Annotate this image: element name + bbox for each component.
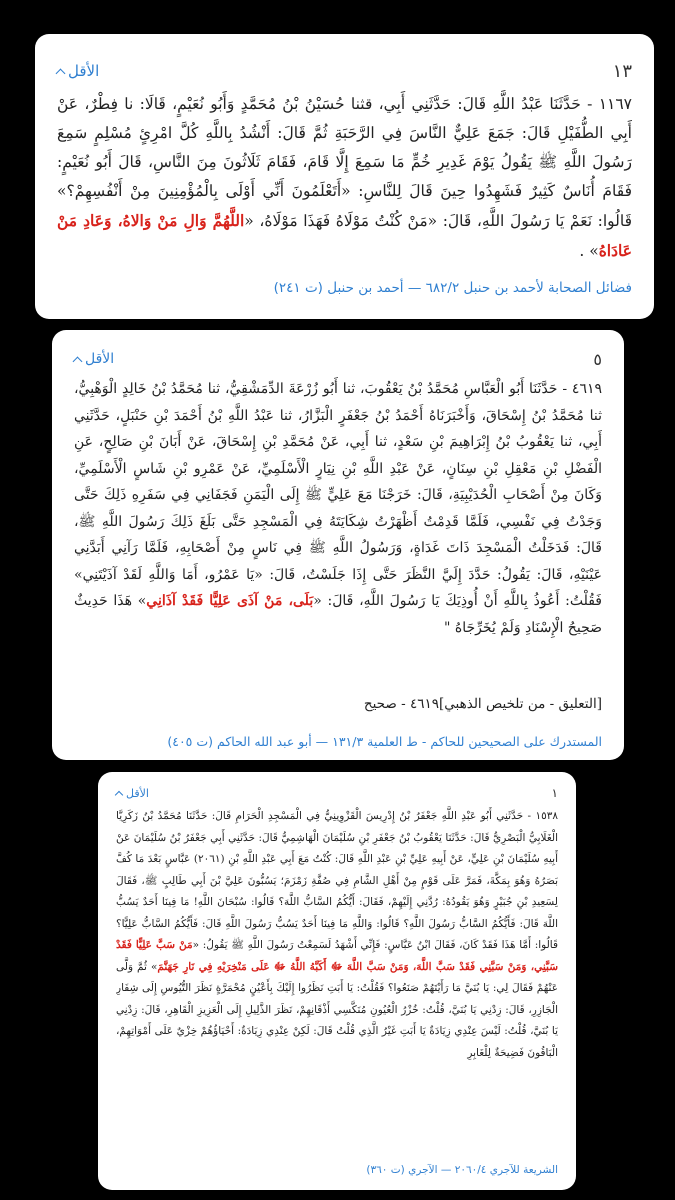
- commentary-note: [التعليق - من تلخيص الذهبي]٤٦١٩ - صحيح: [363, 696, 602, 712]
- hadith-card-3: [98, 772, 576, 1190]
- card-header: [57, 56, 632, 86]
- hadith-card-1: [35, 34, 654, 319]
- source-link[interactable]: فضائل الصحابة لأحمد بن حنبل ٦٨٢/٢ — أحمد بن حنبل (ت ٢٤١): [273, 280, 632, 296]
- hadith-text-part: ٤٦١٩ - حَدَّثَنَا أَبُو الْعَبَّاسِ مُحَمَّدُ بْنُ يَعْقُوبَ، ثنا أَبُو زُرْعَةَ الدِّمَشْقِيُّ، ثنا مُحَمَّدُ بْنُ خَالِدٍ الْوَهْبِيُّ، ثنا مُحَمَّدُ بْنُ إِسْحَاقَ، وَأَخْبَرَنَاهُ أَحْمَدُ بْنُ جَعْفَرٍ الْبَزَّارُ، ثنا عَبْدُ اللَّهِ بْنُ أَحْمَدَ بْنِ حَنْبَلٍ، حَدَّثَنِي أَبِي، ثنا يَعْقُوبُ بْنُ إِبْرَاهِيمَ بْنِ سَعْدٍ، ثنا أَبِي، عَنْ مُحَمَّدِ بْنِ إِسْحَاقَ، عَنْ أَبَانَ بْنِ صَالِحٍ، عَنِ الْفَضْلِ بْنِ مَعْقِلِ بْنِ سِنَانٍ، عَنْ عَبْدِ اللَّهِ بْنِ نِيَارٍ الْأَسْلَمِيِّ، عَنْ عَمْرِو بْنِ شَاسٍ الْأَسْلَمِيِّ، وَكَانَ مِنْ أَصْحَابِ الْحُدَيْبِيَةِ، قَالَ: خَرَجْنَا مَعَ عَلِيٍّ ﷺ إِلَى الْيَمَنِ فَجَفَانِي فِي سَفَرِهِ ذَلِكَ حَتَّى وَجَدْتُ فِي نَفْسِي، فَلَمَّا قَدِمْتُ أَظْهَرْتُ شِكَايَتَهُ فِي الْمَسْجِدِ حَتَّى بَلَغَ ذَلِكَ رَسُولَ اللَّهِ ﷺ، قَالَ: فَدَخَلْتُ الْمَسْجِدَ ذَاتَ غَدَاةٍ، وَرَسُولُ اللَّهِ ﷺ فِي نَاسٍ مِنْ أَصْحَابِهِ، فَلَمَّا رَآنِي أَبَدَّنِي عَيْنَيْهِ، قَالَ: يَقُولُ: حَدَّدَ إِلَيَّ النَّظَرَ حَتَّى إِذَا جَلَسْتُ، قَالَ: «يَا عَمْرُو، أَمَا وَاللَّهِ لَقَدْ آذَيْتَنِي» فَقُلْتُ: أَعُوذُ بِاللَّهِ أَنْ أُوذِيَكَ يَا رَسُولَ اللَّهِ، قَالَ: «: [74, 381, 602, 609]
- hadith-text: [74, 376, 602, 694]
- source-link[interactable]: الشريعة للآجري ٢٠٦٠/٤ — الآجري (ت ٣٦٠): [366, 1164, 558, 1176]
- collapse-label: الأقل: [68, 62, 100, 80]
- result-number: ٥: [593, 349, 602, 369]
- hadith-card-2: [52, 330, 624, 760]
- source-link[interactable]: المستدرك على الصحيحين للحاكم - ط العلمية ١٣١/٣ — أبو عبد الله الحاكم (ت ٤٠٥): [167, 734, 602, 749]
- chevron-up-icon: [115, 791, 123, 799]
- highlighted-text: بَلَى، مَنْ آذَى عَلِيًّا فَقَدْ آذَانِي: [146, 593, 314, 609]
- collapse-label: الأقل: [85, 351, 115, 367]
- highlighted-text: مَنْ سَبَّ عَلِيًّا فَقَدْ سَبَّنِي، وَمَنْ سَبَّنِي فَقَدْ سَبَّ اللَّهَ، وَمَنْ سَبَّ اللَّهَ ﷻ أَكَبَّهُ اللَّهُ ﷻ عَلَى مَنْخِرَيْهِ فِي نَارِ جَهَنَّمَ: [116, 939, 558, 973]
- hadith-text-part: ١٥٣٨ - حَدَّثَنِي أَبُو عَبْدِ اللَّهِ جَعْفَرُ بْنُ إِدْرِيسَ الْقَزْوِينِيُّ فِي الْمَسْجِدِ الْحَرَامِ قَالَ: حَدَّثَنَا مُحَمَّدُ بْنُ زَكَرِيَّا الْغَلَابِيُّ الْبَصْرِيُّ قَالَ: حَدَّثَنَا يَعْقُوبُ بْنُ جَعْفَرِ بْنِ سُلَيْمَانَ الْهَاشِمِيُّ قَالَ: حَدَّثَنِي أَبِي جَعْفَرُ بْنُ سُلَيْمَانَ عَنْ أَبِيهِ سُلَيْمَانَ بْنِ عَلِيٍّ، عَنْ أَبِيهِ عَلِيِّ بْنِ عَبْدِ اللَّهِ قَالَ: كُنْتُ مَعَ أَبِي عَبْدِ اللَّهِ بْنِ (٢٠٦١) عَبَّاسٍ بَعْدَ مَا كُفَّ بَصَرُهُ وَهُوَ بِمَكَّةَ، فَمَرَّ عَلَى قَوْمٍ مِنْ أَهْلِ الشَّامِ فِي صُفَّةِ زَمْزَمَ؛ يَسُبُّونَ عَلِيَّ بْنَ أَبِي طَالِبٍ ﷺ، فَقَالَ لِسَعِيدِ بْنِ جُبَيْرٍ وَهُوَ يَقُودُهُ: رُدَّنِي إِلَيْهِمْ، فَقَالَ: أَيُّكُمُ السَّابُّ اللَّهَ؟ قَالُوا: سُبْحَانَ اللَّهِ! مَا فِينَا أَحَدٌ يَسُبُّ اللَّهَ قَالَ: فَأَيُّكُمُ السَّابُّ رَسُولَ اللَّهِ؟ قَالُوا: وَاللَّهِ مَا فِينَا أَحَدٌ يَسُبُّ رَسُولَ اللَّهِ قَالَ: فَأَيُّكُمُ السَّابُّ عَلِيًّا؟ قَالُوا: أَمَّا هَذَا فَقَدْ كَانَ، فَقَالَ ابْنُ عَبَّاسٍ: فَإِنِّي أَشْهَدُ لَسَمِعْتُ رَسُولَ اللَّهِ ﷺ يَقُولُ: «: [116, 810, 558, 951]
- collapse-toggle[interactable]: [116, 787, 149, 800]
- collapse-label: الأقل: [126, 786, 149, 800]
- collapse-toggle[interactable]: [74, 351, 114, 367]
- result-number: ١٣: [612, 60, 632, 82]
- hadith-text: ١١٦٧ - حَدَّثَنَا عَبْدُ اللَّهِ قَالَ: حَدَّثَنِي أَبِي، قثنا حُسَيْنُ بْنُ مُحَمَّدٍ وَأَبُو نُعَيْمٍ، قَالَا: نا فِطْرٌ، عَنْ أَبِي الطُّفَيْلِ قَالَ: جَمَعَ عَلِيٌّ النَّاسَ فِي الرَّحَبَةِ ثُمَّ قَالَ: أَنْشُدُ بِاللَّهِ كُلَّ امْرِئٍ مُسْلِمٍ سَمِعَ رَسُولَ اللَّهِ ﷺ يَقُولُ يَوْمَ غَدِيرِ خُمٍّ مَا سَمِعَ إِلَّا قَامَ، فَقَامَ ثَلَاثُونَ مِنَ النَّاسِ، قَالَ أَبُو نُعَيْمٍ: فَقَامَ أُنَاسٌ كَثِيرٌ فَشَهِدُوا حِينَ قَالَ لِلنَّاسِ: «أَتَعْلَمُونَ أَنِّي أَوْلَى بِالْمُؤْمِنِينَ مِنْ أَنْفُسِهِمْ؟» قَالُوا: نَعَمْ يَا رَسُولَ اللَّهِ، قَالَ: «مَنْ كُنْتُ مَوْلَاهُ فَهَذَا مَوْلَاهُ، «اللَّهُمَّ وَالِ مَنْ وَالاهُ، وَعَادِ مَنْ عَادَاهُ» .: [57, 95, 632, 260]
- result-number: ١: [551, 786, 558, 800]
- card-header: [74, 346, 602, 372]
- collapse-toggle[interactable]: [57, 62, 99, 80]
- chevron-up-icon: [73, 356, 83, 366]
- highlighted-text: اللَّهُمَّ وَالِ مَنْ وَالاهُ، وَعَادِ مَنْ عَادَاهُ: [57, 211, 632, 260]
- hadith-text-part: ١١٦٧ - حَدَّثَنَا عَبْدُ اللَّهِ قَالَ: حَدَّثَنِي أَبِي، قثنا حُسَيْنُ بْنُ مُحَمَّدٍ وَأَبُو نُعَيْمٍ، قَالَا: نا فِطْرٌ، عَنْ أَبِي الطُّفَيْلِ قَالَ: جَمَعَ عَلِيٌّ النَّاسَ فِي الرَّحَبَةِ ثُمَّ قَالَ: أَنْشُدُ بِاللَّهِ كُلَّ امْرِئٍ مُسْلِمٍ سَمِعَ رَسُولَ اللَّهِ ﷺ يَقُولُ يَوْمَ غَدِيرِ خُمٍّ مَا سَمِعَ إِلَّا قَامَ، فَقَامَ ثَلَاثُونَ مِنَ النَّاسِ، قَالَ أَبُو نُعَيْمٍ: فَقَامَ أُنَاسٌ كَثِيرٌ فَشَهِدُوا حِينَ قَالَ لِلنَّاسِ: «أَتَعْلَمُونَ أَنِّي أَوْلَى بِالْمُؤْمِنِينَ مِنْ أَنْفُسِهِمْ؟» قَالُوا: نَعَمْ يَا رَسُولَ اللَّهِ، قَالَ: «مَنْ كُنْتُ مَوْلَاهُ فَهَذَا مَوْلَاهُ،: [57, 95, 632, 230]
- chevron-up-icon: [56, 68, 66, 78]
- hadith-text-end: » ثُمَّ وَلَّى عَنْهُمْ فَقَالَ لِي: يَا بُنَيَّ مَا رَأَيْتَهُمْ صَنَعُوا؟ فَقُلْتُ: يَا أَبَتِ نَظَرُوا إِلَيْكَ بِأَعْيُنٍ مُحْمَرَّةٍ نَظَرَ التُّيُوسِ إِلَى شِفَارِ الْجَازِرِ، قَالَ: زِدْنِي يَا بُنَيَّ، قُلْتُ: خُزْرُ الْعُيُونِ مُنَكَّسِي أَذْقَانِهِمْ، نَظَرَ الذَّلِيلِ إِلَى الْعَزِيزِ الْقَاهِرِ، قَالَ: زِدْنِي يَا بُنَيَّ، قُلْتُ: لَيْسَ عِنْدِي زِيَادَةٌ يَا أَبَتِ غَيْرُ الَّذِي قُلْتُ قَالَ: لَكِنْ عِنْدِي زِيَادَةٌ: أَحْيَاؤُهُمْ خِزْيٌ عَلَى أَمْوَاتِهِمْ، الْبَاقُونَ فَضِيحَةٌ لِلْغَابِرِ: [116, 960, 558, 1059]
- hadith-text-end: » هَذَا حَدِيثٌ صَحِيحُ الْإِسْنَادِ وَلَمْ يُخَرِّجَاهُ ": [74, 593, 602, 636]
- hadith-text: [116, 806, 558, 1150]
- card-header: [116, 784, 558, 802]
- hadith-text-end: » .: [579, 242, 599, 260]
